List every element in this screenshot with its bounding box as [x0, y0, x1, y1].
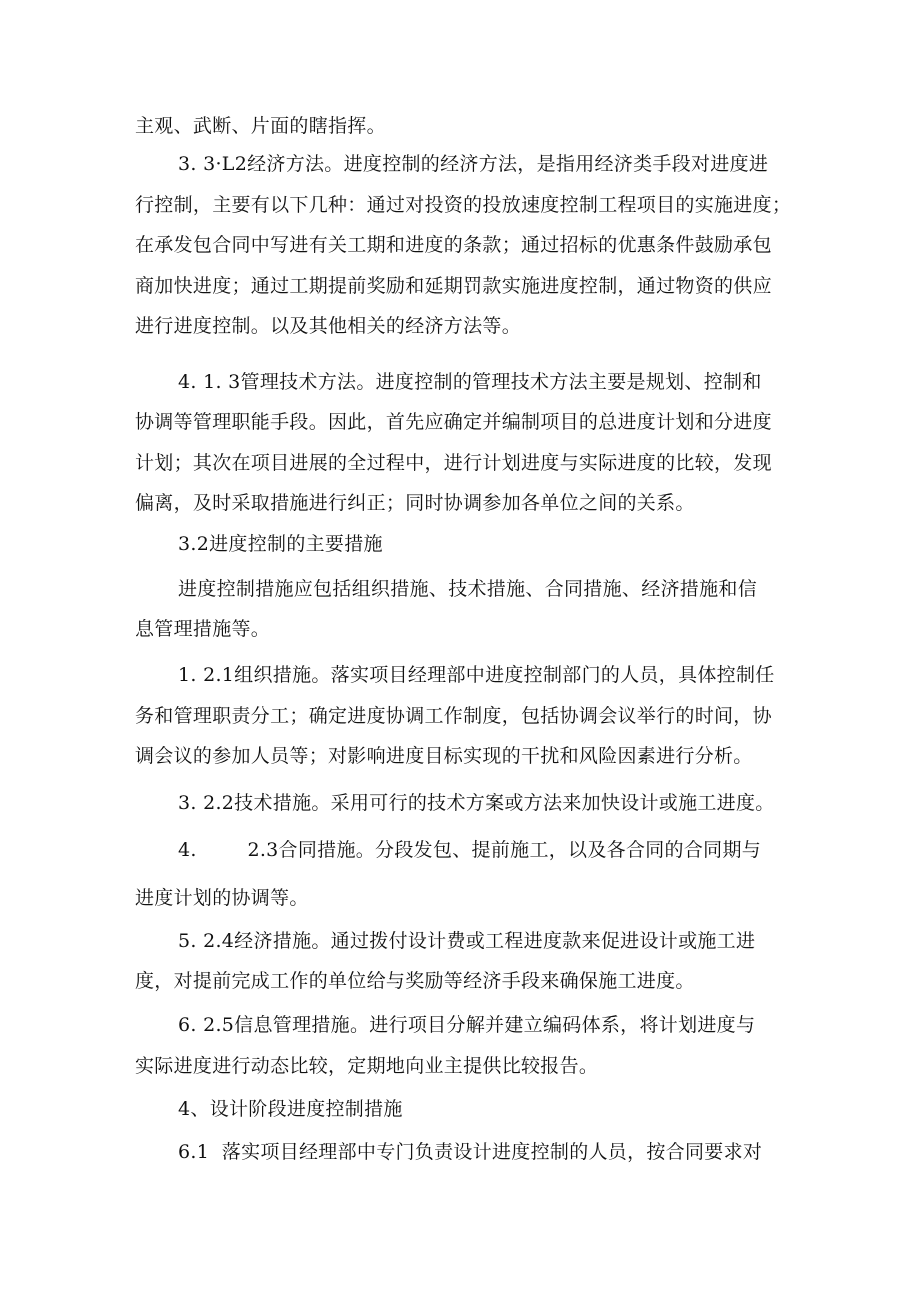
text-line: 4. 1. 3管理技术方法。进度控制的管理技术方法主要是规划、控制和 [178, 371, 762, 393]
text-line: 息管理措施等。 [135, 618, 271, 640]
text-line: 度，对提前完成工作的单位给与奖励等经济手段来确保施工进度。 [135, 970, 695, 992]
text-line: 6.1 落实项目经理部中专门负责设计进度控制的人员，按合同要求对 [178, 1141, 763, 1163]
text-line: 进行进度控制。以及其他相关的经济方法等。 [135, 315, 522, 337]
text-line: 进度计划的协调等。 [135, 887, 309, 909]
text-line: 5. 2.4经济措施。通过拨付设计费或工程进度款来促进设计或施工进 [178, 930, 756, 952]
text-line: 协调等管理职能手段。因此，首先应确定并编制项目的总进度计划和分进度 [135, 411, 772, 433]
text-line: 进度控制措施应包括组织措施、技术措施、合同措施、经济措施和信 [178, 578, 758, 600]
text-line: 3. 3·L2经济方法。进度控制的经济方法，是指用经济类手段对进度进 [178, 153, 769, 175]
text-line: 4. 2.3合同措施。分段发包、提前施工，以及各合同的合同期与 [178, 839, 762, 861]
text-line: 3. 2.2技术措施。采用可行的技术方案或方法来加快设计或施工进度。 [178, 792, 775, 814]
text-line: 在承发包合同中写进有关工期和进度的条款；通过招标的优惠条件鼓励承包 [135, 234, 772, 256]
section-heading: 3.2进度控制的主要措施 [178, 533, 383, 555]
text-line: 实际进度进行动态比较，定期地向业主提供比较报告。 [135, 1055, 599, 1077]
text-line: 调会议的参加人员等；对影响进度目标实现的干扰和风险因素进行分析。 [135, 745, 753, 767]
text-line: 行控制，主要有以下几种：通过对投资的投放速度控制工程项目的实施进度； [135, 194, 792, 216]
text-line: 6. 2.5信息管理措施。进行项目分解并建立编码体系，将计划进度与 [178, 1014, 756, 1036]
text-line: 务和管理职责分工；确定进度协调工作制度，包括协调会议举行的时间，协 [135, 705, 772, 727]
text-line: 1. 2.1组织措施。落实项目经理部中进度控制部门的人员，具体控制任 [178, 664, 775, 686]
text-line: 主观、武断、片面的瞎指挥。 [135, 115, 386, 137]
text-line: 商加快进度；通过工期提前奖励和延期罚款实施进度控制，通过物资的供应 [135, 275, 772, 297]
section-heading: 4、设计阶段进度控制措施 [178, 1098, 403, 1120]
text-line: 计划；其次在项目进展的全过程中，进行计划进度与实际进度的比较，发现 [135, 452, 772, 474]
text-line: 偏离，及时采取措施进行纠正；同时协调参加各单位之间的关系。 [135, 492, 695, 514]
